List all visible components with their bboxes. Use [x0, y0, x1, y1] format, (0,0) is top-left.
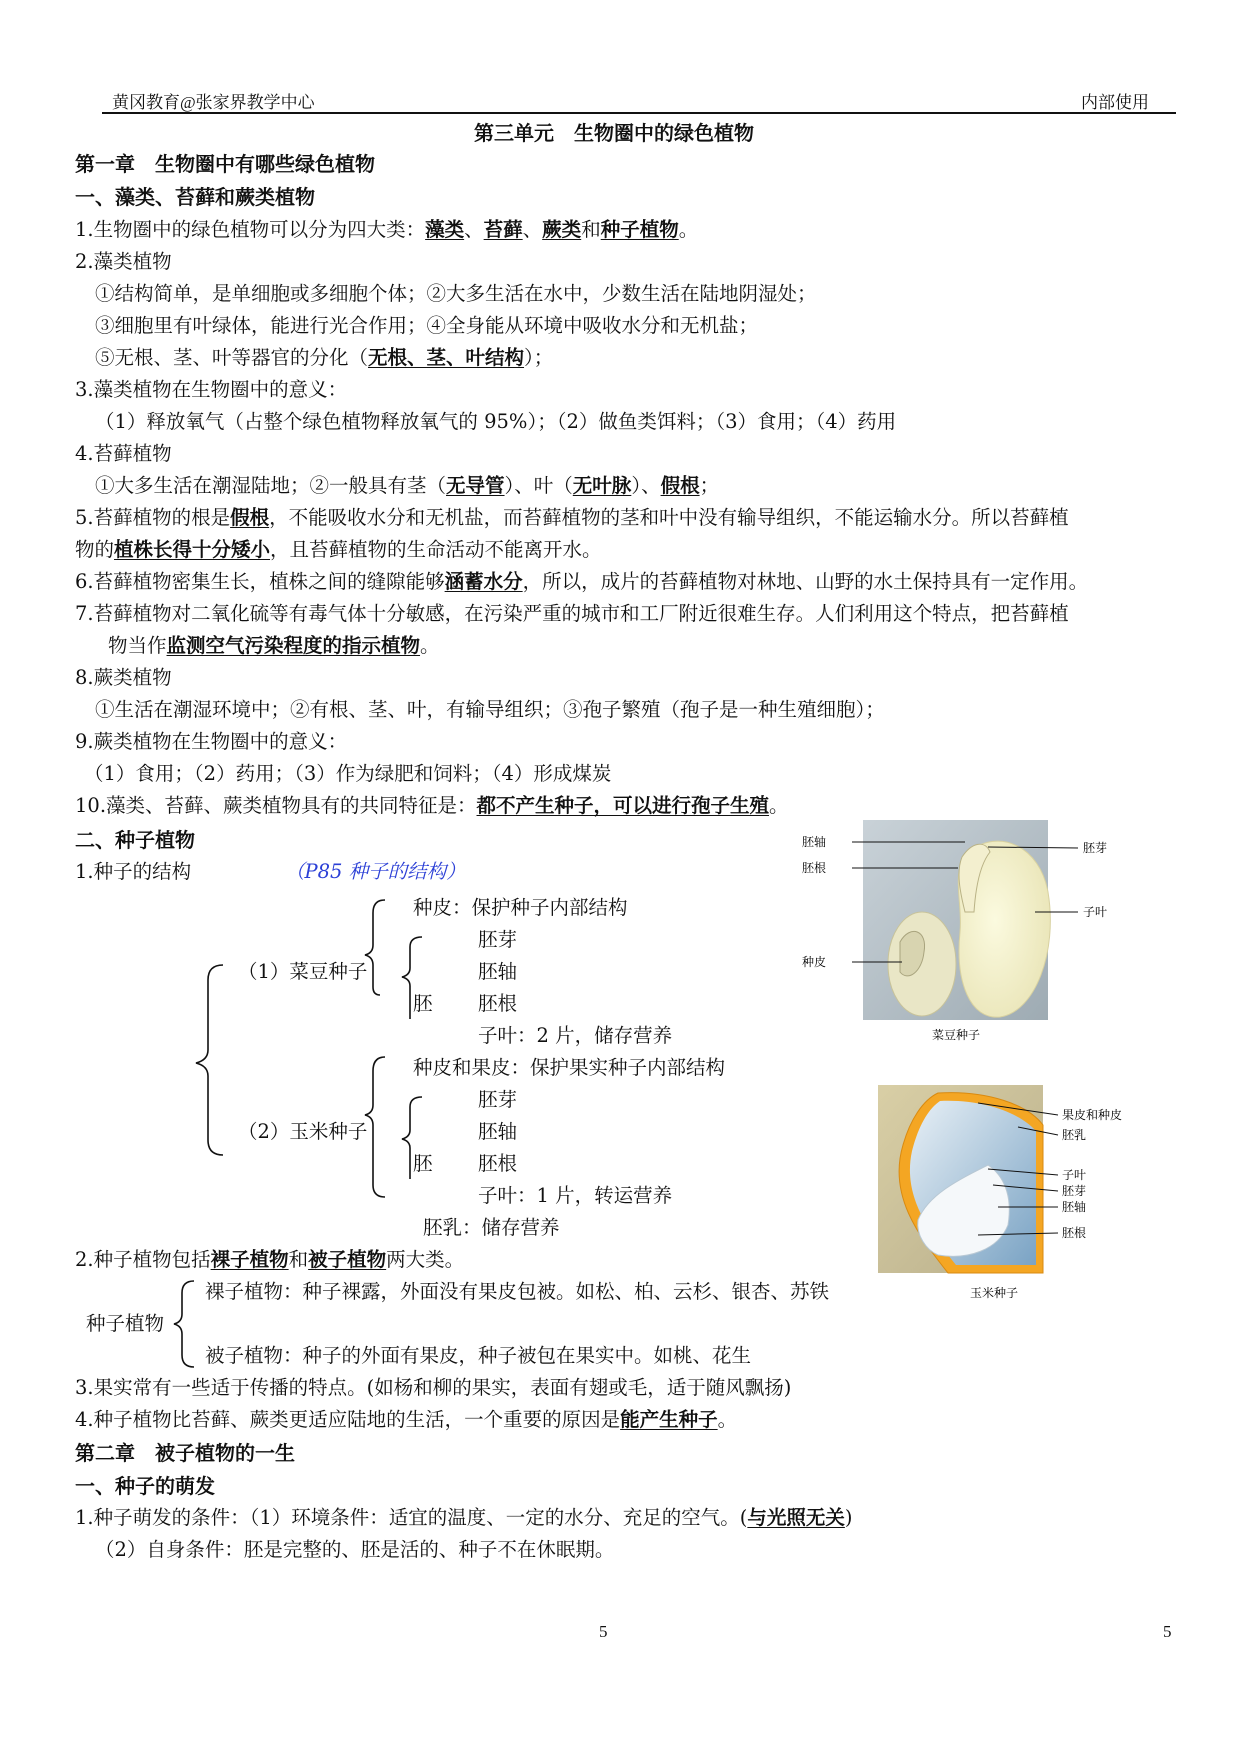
bean-hypocotyl: 胚轴 — [478, 960, 518, 983]
key-term: 无根、茎、叶结构 — [368, 346, 525, 369]
bean-label-radicle: 胚根 — [802, 861, 827, 875]
header-right: 内部使用 — [1081, 93, 1149, 112]
bean-radicle: 胚根 — [478, 992, 518, 1015]
corn-label-hypocotyl: 胚轴 — [1062, 1200, 1087, 1214]
corn-radicle: 胚根 — [478, 1152, 518, 1175]
corn-cotyledon: 子叶：1 片，转运营养 — [478, 1184, 673, 1207]
bean-label-plumule: 胚芽 — [1083, 841, 1108, 855]
paragraph-7-line-1: 7.苔藓植物对二氧化硫等有毒气体十分敏感，在污染严重的城市和工厂附近很难生存。人们利用这个特点，把苔藓植 — [75, 602, 1069, 625]
corn-label-cotyledon: 子叶 — [1062, 1168, 1087, 1182]
paragraph-fruit: 3.果实常有一些适于传播的特点。(如杨和柳的果实，表面有翅或毛，适于随风飘扬) — [75, 1376, 792, 1399]
section-1-title: 一、藻类、苔藓和蕨类植物 — [75, 185, 315, 209]
bean-figure-caption: 菜豆种子 — [932, 1028, 981, 1042]
page-number-center: 5 — [599, 1622, 608, 1641]
chapter-2-title: 第二章 被子植物的一生 — [75, 1441, 295, 1465]
seed-structure-braces — [190, 885, 440, 1245]
paragraph-4: 4.苔藓植物 — [75, 442, 172, 465]
paragraph-9-item: （1）食用；（2）药用；（3）作为绿肥和饲料；（4）形成煤炭 — [84, 762, 612, 785]
key-term: 藻类 — [425, 218, 465, 241]
header-rule — [102, 112, 1176, 114]
germination-conditions: 1.种子萌发的条件：（1）环境条件：适宜的温度、一定的水分、充足的空气。(与光照无关) — [75, 1506, 853, 1529]
seed-plants-label: 种子植物 — [86, 1312, 165, 1335]
bean-seed-label: （1）菜豆种子 — [238, 960, 368, 983]
gymnosperm-line: 裸子植物：种子裸露，外面没有果皮包被。如松、柏、云杉、银杏、苏铁 — [205, 1280, 830, 1303]
corn-label-plumule: 胚芽 — [1062, 1184, 1087, 1198]
bean-seed-coat: 种皮：保护种子内部结构 — [413, 896, 628, 919]
key-term: 无导管 — [446, 474, 505, 497]
corn-label-radicle: 胚根 — [1062, 1226, 1087, 1240]
corn-seed-coat: 种皮和果皮：保护果实种子内部结构 — [413, 1056, 726, 1079]
corn-hypocotyl: 胚轴 — [478, 1120, 518, 1143]
page-number-right: 5 — [1163, 1622, 1172, 1641]
seed-plants-brace — [172, 1278, 202, 1370]
paragraph-2: 2.藻类植物 — [75, 250, 172, 273]
header-left: 黄冈教育@张家界教学中心 — [112, 93, 315, 112]
paragraph-8-item: ①生活在潮湿环境中；②有根、茎、叶，有输导组织；③孢子繁殖（孢子是一种生殖细胞）； — [95, 698, 885, 721]
bean-label-hypocotyl: 胚轴 — [802, 835, 827, 849]
corn-seed-label: （2）玉米种子 — [238, 1120, 368, 1143]
bean-embryo-label: 胚 — [413, 992, 433, 1015]
key-term: 都不产生种子，可以进行孢子生殖 — [476, 794, 770, 817]
textbook-reference: （P85 种子的结构） — [285, 860, 466, 883]
paragraph-seed-plants: 2.种子植物包括裸子植物和被子植物两大类。 — [75, 1248, 465, 1271]
corn-figure-caption: 玉米种子 — [970, 1286, 1019, 1300]
paragraph-6: 6.苔藓植物密集生长，植株之间的缝隙能够涵蓄水分，所以，成片的苔藓植物对林地、山野的水土保持具有一定作用。 — [75, 570, 1089, 593]
paragraph-3-item: （1）释放氧气（占整个绿色植物释放氧气的 95%）；（2）做鱼类饵料；（3）食用；（4）药用 — [95, 410, 897, 433]
key-term: 能产生种子 — [620, 1408, 718, 1431]
angiosperm-line: 被子植物：种子的外面有果皮，种子被包在果实中。如桃、花生 — [205, 1344, 752, 1367]
bean-label-cotyledon: 子叶 — [1083, 905, 1108, 919]
bean-seed-figure — [800, 812, 1140, 1042]
key-term: 假根 — [230, 506, 270, 529]
key-term: 种子植物 — [600, 218, 679, 241]
key-term: 假根 — [660, 474, 700, 497]
chapter-2-section-1-title: 一、种子的萌发 — [75, 1474, 215, 1498]
corn-label-pericarp: 果皮和种皮 — [1062, 1108, 1123, 1122]
paragraph-10: 10.藻类、苔藓、蕨类植物具有的共同特征是：都不产生种子，可以进行孢子生殖。 — [75, 794, 789, 817]
corn-endosperm: 胚乳：储存营养 — [423, 1216, 560, 1239]
key-term: 苔藓 — [483, 218, 523, 241]
paragraph-4-item: ①大多生活在潮湿陆地；②一般具有茎（无导管）、叶（无叶脉）、假根； — [95, 474, 720, 497]
key-term: 与光照无关 — [747, 1506, 845, 1529]
paragraph-land-adaptation: 4.种子植物比苔藓、蕨类更适应陆地的生活，一个重要的原因是能产生种子。 — [75, 1408, 738, 1431]
corn-plumule: 胚芽 — [478, 1088, 518, 1111]
unit-title: 第三单元 生物圈中的绿色植物 — [474, 121, 754, 145]
paragraph-7-line-2: 物当作监测空气污染程度的指示植物。 — [108, 634, 440, 657]
key-term: 监测空气污染程度的指示植物 — [166, 634, 421, 657]
corn-label-endosperm: 胚乳 — [1062, 1128, 1087, 1142]
paragraph-5-line-2: 物的植株长得十分矮小，且苔藓植物的生命活动不能离开水。 — [75, 538, 602, 561]
paragraph-2-item-2: ③细胞里有叶绿体，能进行光合作用；④全身能从环境中吸收水分和无机盐； — [95, 314, 759, 337]
bean-plumule: 胚芽 — [478, 928, 518, 951]
key-term: 蕨类 — [542, 218, 582, 241]
key-term: 被子植物 — [308, 1248, 387, 1271]
paragraph-1: 1.生物圈中的绿色植物可以分为四大类：藻类、苔藓、蕨类和种子植物。 — [75, 218, 699, 241]
paragraph-3: 3.藻类植物在生物圈中的意义： — [75, 378, 348, 401]
bean-label-coat: 种皮 — [802, 955, 827, 969]
corn-seed-figure — [878, 1085, 1148, 1305]
chapter-1-title: 第一章 生物圈中有哪些绿色植物 — [75, 152, 375, 176]
paragraph-2-item-1: ①结构简单，是单细胞或多细胞个体；②大多生活在水中，少数生活在陆地阴湿处； — [95, 282, 817, 305]
key-term: 植株长得十分矮小 — [114, 538, 271, 561]
germination-self-conditions: （2）自身条件：胚是完整的、胚是活的、种子不在休眠期。 — [95, 1538, 615, 1561]
paragraph-2-item-3: ⑤无根、茎、叶等器官的分化（无根、茎、叶结构）； — [95, 346, 554, 369]
key-term: 裸子植物 — [210, 1248, 289, 1271]
paragraph-8: 8.蕨类植物 — [75, 666, 172, 689]
bean-cotyledon: 子叶：2 片，储存营养 — [478, 1024, 673, 1047]
seed-structure-heading: 1.种子的结构 — [75, 860, 192, 883]
key-term: 无叶脉 — [572, 474, 632, 497]
key-term: 涵蓄水分 — [444, 570, 523, 593]
paragraph-5-line-1: 5.苔藓植物的根是假根，不能吸收水分和无机盐，而苔藓植物的茎和叶中没有输导组织，不能运输水分。所以苔藓植 — [75, 506, 1069, 529]
paragraph-9: 9.蕨类植物在生物圈中的意义： — [75, 730, 348, 753]
corn-embryo-label: 胚 — [413, 1152, 433, 1175]
section-2-title: 二、种子植物 — [75, 828, 195, 852]
